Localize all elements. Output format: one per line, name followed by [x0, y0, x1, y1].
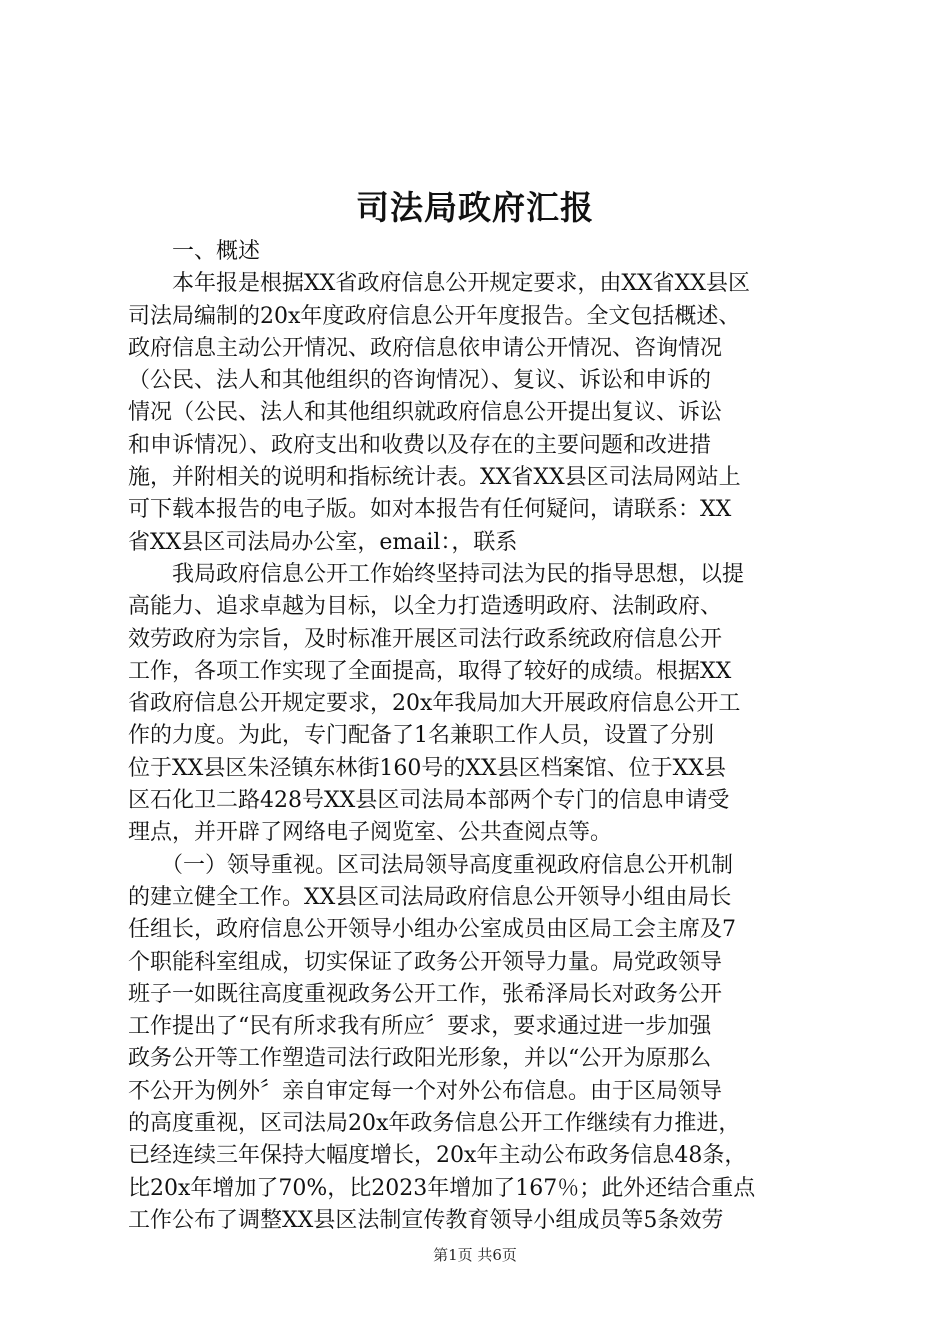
body-line: 区石化卫二路428号XX县区司法局本部两个专门的信息申请受 [128, 788, 730, 814]
body-line: 司法局编制的20x年度政府信息公开年度报告。全文包括概述、 [128, 303, 741, 329]
body-line: 任组长，政府信息公开领导小组办公室成员由区局工会主席及7 [128, 917, 736, 943]
body-line: 情况（公民、法人和其他组织就政府信息公开提出复议、诉讼 [128, 400, 723, 426]
document-body [128, 236, 828, 1237]
body-line: 理点，并开辟了网络电子阅览室、公共查阅点等。 [128, 820, 613, 846]
body-line: 和申诉情况）、政府支出和收费以及存在的主要问题和改进措 [128, 432, 712, 458]
body-line: 省XX县区司法局办公室，email：，联系 [128, 529, 518, 555]
body-line: 省政府信息公开规定要求，20x年我局加大开展政府信息公开工 [128, 691, 741, 717]
body-line: 不公开为例外〞亲自审定每一个对外公布信息。由于区局领导 [128, 1078, 723, 1104]
body-line: 一、概述 [128, 239, 261, 264]
body-line: 工作公布了调整XX县区法制宣传教育领导小组成员等5条效劳 [128, 1207, 724, 1233]
body-line: 个职能科室组成，切实保证了政务公开领导力量。局党政领导 [128, 949, 723, 975]
body-line: 的建立健全工作。XX县区司法局政府信息公开领导小组由局长 [128, 884, 732, 910]
body-line: 的高度重视，区司法局20x年政务信息公开工作继续有力推进， [128, 1111, 741, 1137]
body-line: 我局政府信息公开工作始终坚持司法为民的指导思想，以提 [128, 561, 745, 587]
page-title: 司法局政府汇报 [356, 188, 594, 227]
body-line: 效劳政府为宗旨，及时标准开展区司法行政系统政府信息公开 [128, 626, 723, 652]
body-line: 本年报是根据XX省政府信息公开规定要求，由XX省XX县区 [128, 271, 750, 297]
body-line: 已经连续三年保持大幅度增长，20x年主动公布政务信息48条， [128, 1143, 747, 1169]
body-line: 工作，各项工作实现了全面提高，取得了较好的成绩。根据XX [128, 658, 732, 684]
body-line: 比20x年增加了70%，比2023年增加了167％；此外还结合重点 [128, 1175, 756, 1201]
body-line: 班子一如既往高度重视政务公开工作，张希泽局长对政务公开 [128, 981, 723, 1007]
body-line: 可下载本报告的电子版。如对本报告有任何疑问，请联系：XX [128, 497, 732, 523]
body-line: （一）领导重视。区司法局领导高度重视政府信息公开机制 [128, 852, 734, 878]
body-line: 政府信息主动公开情况、政府信息依申请公开情况、咨询情况 [128, 335, 723, 361]
body-line: 政务公开等工作塑造司法行政阳光形象，并以“公开为原那么 [128, 1046, 712, 1072]
body-line: 施，并附相关的说明和指标统计表。XX省XX县区司法局网站上 [128, 465, 741, 491]
body-line: 高能力、追求卓越为目标，以全力打造透明政府、法制政府、 [128, 594, 723, 620]
body-line: （公民、法人和其他组织的咨询情况）、复议、诉讼和申诉的 [128, 368, 712, 394]
page-footer: 第1页 共6页 [433, 1246, 517, 1264]
body-line: 作的力度。为此，专门配备了1名兼职工作人员，设置了分别 [128, 723, 714, 749]
body-line: 工作提出了“民有所求我有所应〞要求，要求通过进一步加强 [128, 1014, 712, 1040]
body-line: 位于XX县区朱泾镇东林街160号的XX县区档案馆、位于XX县 [128, 755, 726, 781]
